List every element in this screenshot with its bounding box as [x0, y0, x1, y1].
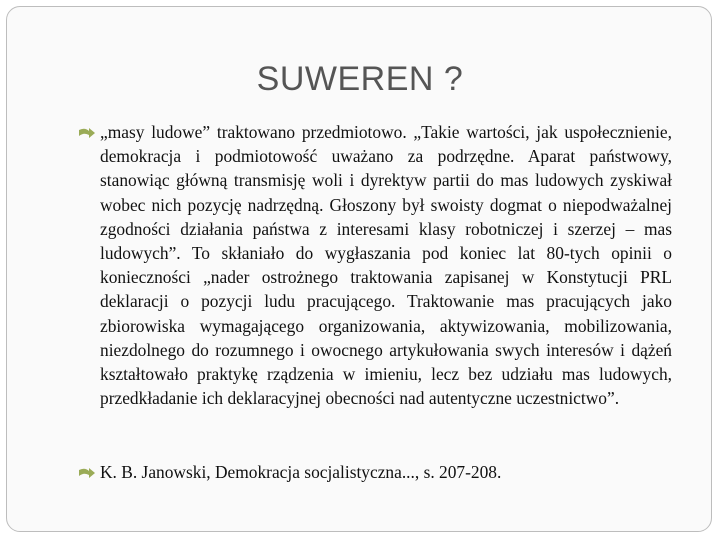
bullet-arrow-icon: [78, 126, 96, 140]
bullet-quote-text: „masy ludowe” traktowano przedmiotowo. „Takie wartości, jak uspołecznienie, demokracja i podmiotowość uważano za podrzędne. Aparat państwowy, stanowiąc główną transmisję woli i dyrektyw partii do mas ludowych zyskiwał wobec nich pozycję nadrzędną. Głoszony był swoisty dogmat o niepodważalnej zgodności działania państwa z interesami klasy robotniczej i szerzej – mas ludowych”. To skłaniało do wygłaszania pod koniec lat 80-tych opinii o konieczności „nader ostrożnego traktowania zapisanej w Konstytucji PRL deklaracji o pozycji ludu pracującego. Traktowanie mas pracujących jako zbiorowiska wymagającego organizowania, aktywizowania, mobilizowania, niezdolnego do rozumnego i owocnego artykułowania swych interesów i dążeń kształtowało praktykę rządzenia w imieniu, lecz bez udziału mas ludowych, przedkładanie ich deklaracyjnej obecności nad autentyczne uczestnictwo”.: [100, 122, 672, 409]
bullet-citation-text: K. B. Janowski, Demokracja socjalistyczna..., s. 207-208.: [100, 462, 502, 482]
slide-title: SUWEREN ?: [256, 60, 464, 98]
bullet-arrow-icon: [78, 466, 96, 480]
